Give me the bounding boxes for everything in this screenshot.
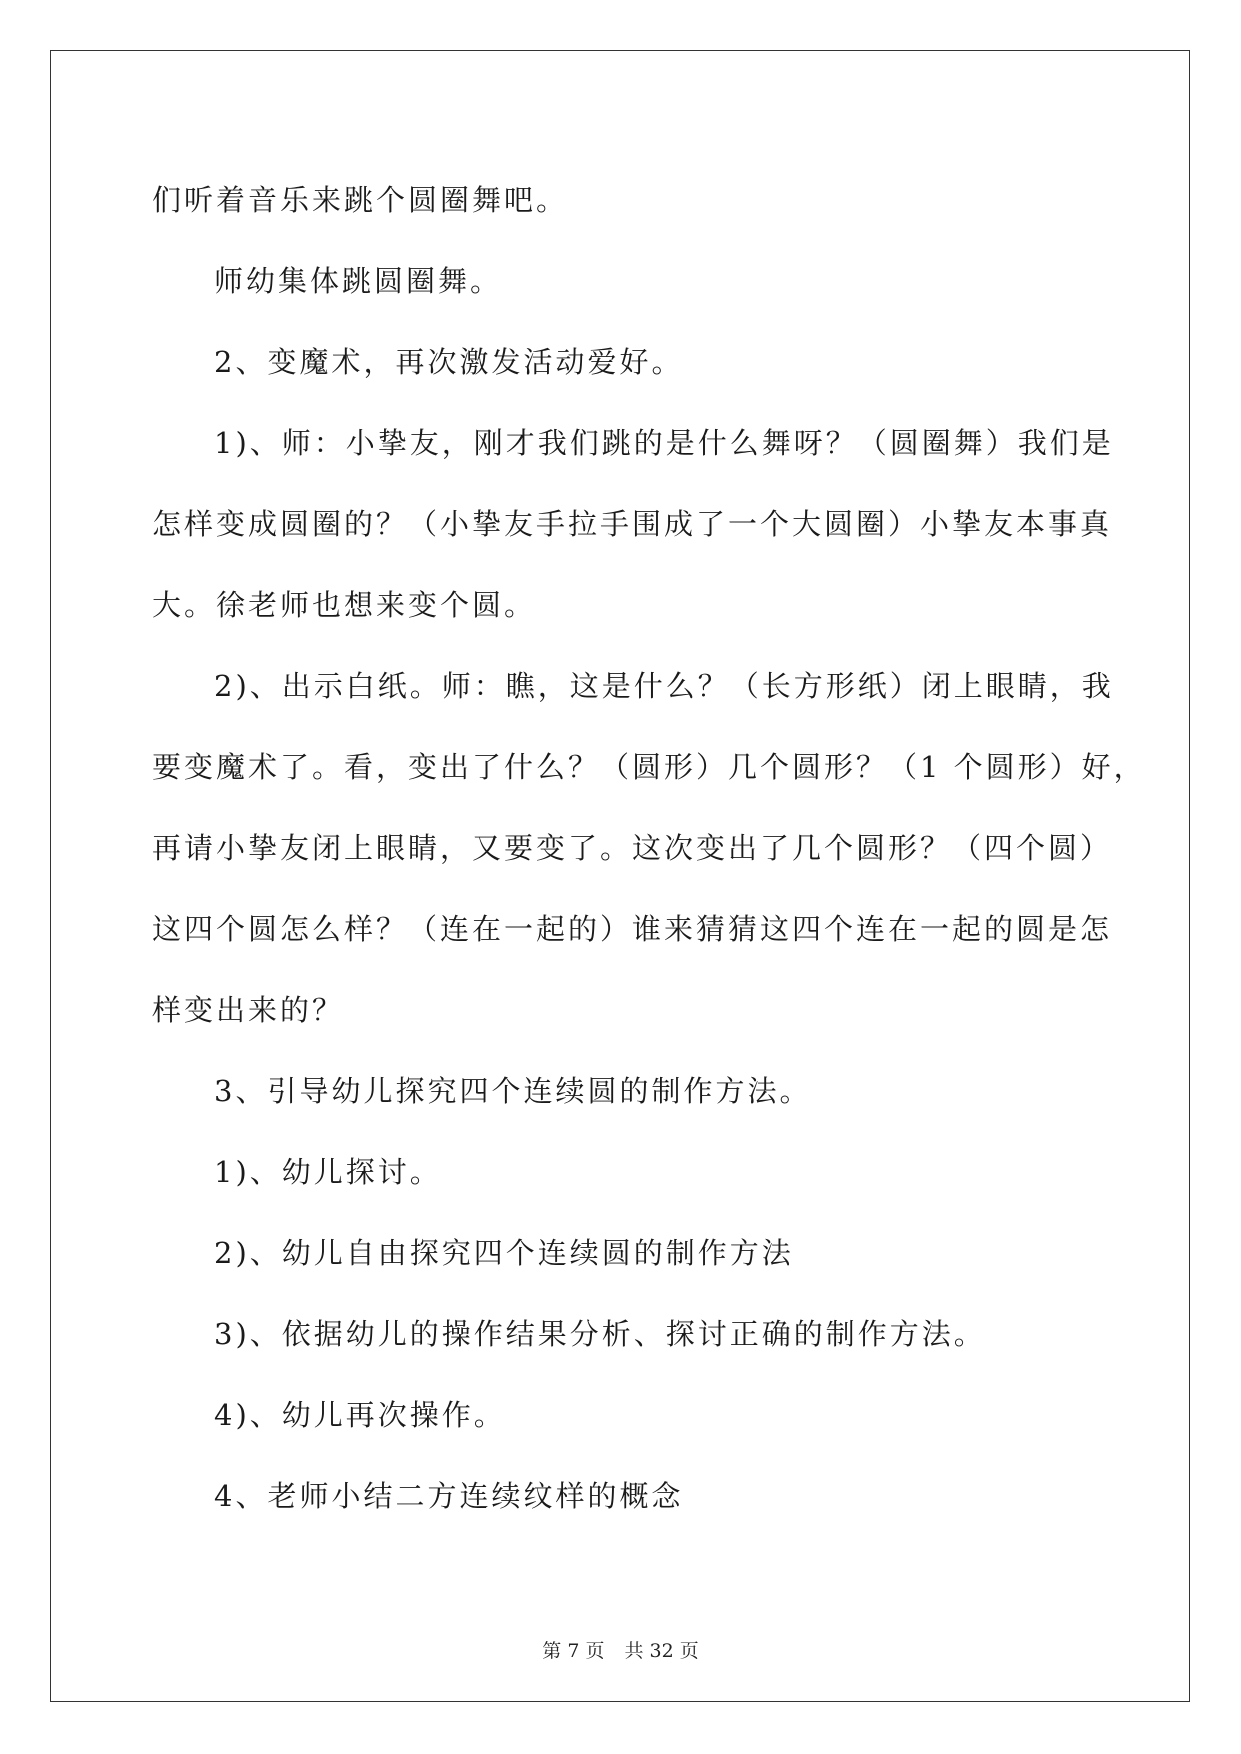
- page-total: 共 32 页: [624, 1640, 699, 1662]
- text-line: 们听着音乐来跳个圆圈舞吧。: [152, 183, 569, 217]
- page-number: 第 7 页: [542, 1640, 605, 1662]
- text-line: 4、老师小结二方连续纹样的概念: [214, 1479, 684, 1513]
- text-line: 再请小挚友闭上眼睛，又要变了。这次变出了几个圆形？（四个圆）: [152, 831, 1113, 865]
- text-line: 师幼集体跳圆圈舞。: [214, 264, 503, 298]
- page-footer: [0, 1636, 1241, 1663]
- text-line: 3、引导幼儿探究四个连续圆的制作方法。: [214, 1074, 812, 1108]
- text-line: 1)、幼儿探讨。: [214, 1155, 442, 1189]
- text-line: 大。徐老师也想来变个圆。: [152, 588, 537, 622]
- document-body: [152, 160, 1146, 1537]
- text-line: 要变魔术了。看，变出了什么？（圆形）几个圆形？（1 个圆形）好，: [152, 750, 1146, 784]
- text-line: 2)、出示白纸。师：瞧，这是什么？（长方形纸）闭上眼睛，我: [214, 669, 1114, 703]
- text-line: 1)、师：小挚友，刚才我们跳的是什么舞呀？（圆圈舞）我们是: [214, 426, 1114, 460]
- text-line: 2)、幼儿自由探究四个连续圆的制作方法: [214, 1236, 794, 1270]
- text-line: 样变出来的？: [152, 993, 345, 1027]
- text-line: 这四个圆怎么样？（连在一起的）谁来猜猜这四个连在一起的圆是怎: [152, 912, 1113, 946]
- text-line: 2、变魔术，再次激发活动爱好。: [214, 345, 684, 379]
- text-line: 3)、依据幼儿的操作结果分析、探讨正确的制作方法。: [214, 1317, 986, 1351]
- text-line: 怎样变成圆圈的？（小挚友手拉手围成了一个大圆圈）小挚友本事真: [152, 507, 1113, 541]
- text-line: 4)、幼儿再次操作。: [214, 1398, 506, 1432]
